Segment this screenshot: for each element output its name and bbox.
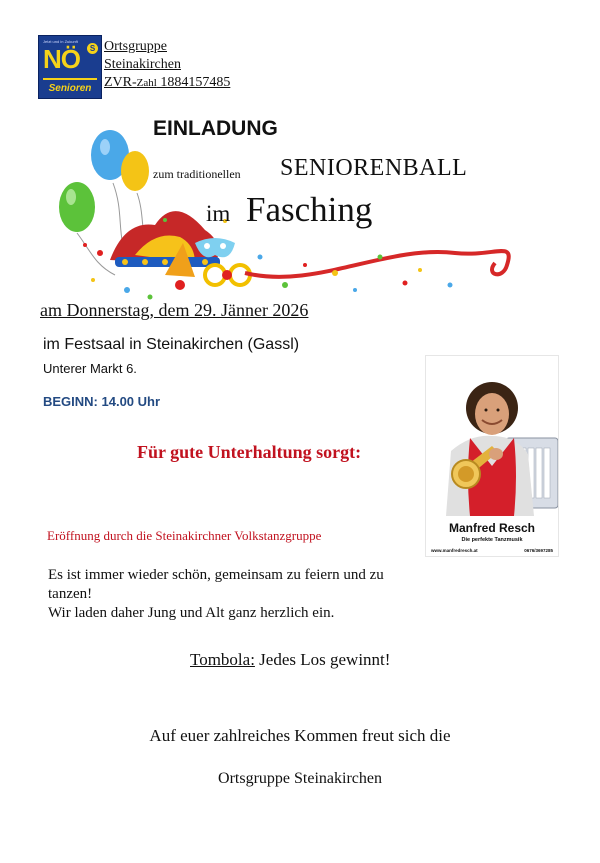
logo-badge: S [87, 43, 98, 54]
entertainment-heading: Für gute Unterhaltung sorgt: [137, 442, 362, 462]
closing-signature: Ortsgruppe Steinakirchen [218, 770, 382, 787]
logo-brand: NÖ [43, 44, 80, 74]
event-venue: im Festsaal in Steinakirchen (Gassl) [43, 336, 300, 353]
musician-website: www.manfredresch.at [431, 548, 478, 553]
confetti-icon [124, 287, 130, 293]
opening-text: Eröffnung durch die Steinakirchner Volkstanzgruppe [47, 528, 322, 543]
logo-subtitle: Senioren [48, 83, 92, 94]
tombola-label: Tombola: [190, 650, 255, 669]
closing-line1: Auf euer zahlreiches Kommen freut sich die [149, 726, 451, 745]
event-address: Unterer Markt 6. [43, 361, 137, 376]
paragraph-line1: Es ist immer wieder schön, gemeinsam zu feiern und zu tanzen! [48, 567, 384, 602]
musician-photo-card [425, 355, 559, 557]
ball-title: SENIORENBALL [280, 155, 468, 181]
logo-tiny-text: Jetzt und in Zukunft [43, 39, 78, 44]
paragraph-line2: Wir laden daher Jung und Alt ganz herzlich ein. [48, 605, 335, 621]
zvr-label: Zahl [136, 77, 157, 89]
org-line1: Ortsgruppe [104, 39, 167, 54]
face-icon [475, 393, 509, 435]
musician-photo [426, 356, 558, 516]
org-line2: Steinakirchen [104, 57, 181, 72]
zvr-number: 1884157485 [156, 75, 231, 90]
streamer-ribbon-icon [245, 251, 509, 277]
musician-phone: 0676/3697285 [524, 548, 553, 553]
im-text: im [206, 201, 231, 226]
musician-name: Manfred Resch [448, 521, 536, 535]
invitation-paragraph [48, 566, 428, 623]
musician-tagline: Die perfekte Tanzmusik [461, 537, 523, 543]
yellow-balloon-icon [121, 151, 149, 191]
org-header [104, 38, 230, 92]
zvr-prefix: ZVR- [104, 75, 137, 90]
green-balloon-icon [59, 182, 95, 232]
traditional-text: zum traditionellen [153, 167, 241, 181]
senioren-logo [38, 35, 102, 99]
logo-divider [43, 78, 97, 80]
tombola-line [190, 650, 390, 670]
invitation-heading: EINLADUNG [153, 117, 278, 140]
org-zvr [104, 74, 230, 92]
fasching-title: Fasching [246, 190, 373, 229]
event-date: am Donnerstag, dem 29. Jänner 2026 [40, 300, 309, 320]
tombola-text: Jedes Los gewinnt! [254, 650, 391, 669]
balloon-string-icon [77, 233, 115, 275]
event-start-time: BEGINN: 14.00 Uhr [43, 394, 161, 409]
